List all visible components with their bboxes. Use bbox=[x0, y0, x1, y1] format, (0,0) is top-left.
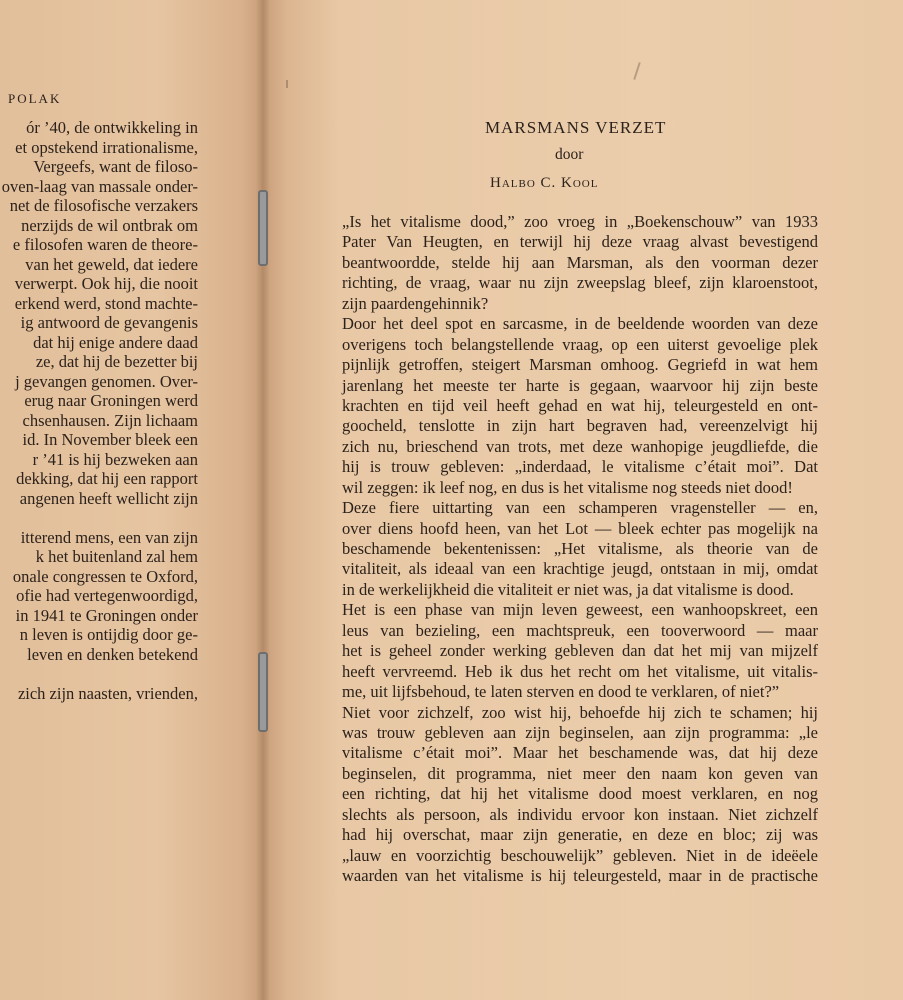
left-page bbox=[0, 0, 262, 1000]
article-text-line: leus van bezieling, een machtspreuk, een tooverwoord — maar bbox=[342, 620, 818, 640]
article-text-line: pijnlijk getroffen, steigert Marsman omhoog. Gegriefd in wat hem bbox=[342, 355, 818, 375]
article-text-line: slechts als persoon, als individu ervoor kon instaan. Niet zichzelf bbox=[342, 804, 818, 824]
article-text-line: Pater Van Heugten, en terwijl hij deze vraag alvast bevestigend bbox=[342, 232, 818, 252]
left-text-line: angenen heeft wellicht zijn bbox=[19, 488, 198, 508]
left-text-line: chsenhausen. Zijn lichaam bbox=[22, 410, 198, 430]
article-author: Halbo C. Kool bbox=[490, 175, 599, 191]
left-text-line: van het geweld, dat iedere bbox=[25, 254, 198, 274]
left-text-line: onale congressen te Oxford, bbox=[12, 566, 198, 586]
left-text-line: leven en denken betekend bbox=[27, 644, 198, 664]
left-text-line bbox=[0, 508, 198, 528]
article-text-line: was trouw gebleven aan zijn beginselen, aan zijn programma: „le bbox=[342, 722, 818, 742]
article-text-line: „Is het vitalisme dood,” zoo vroeg in „Boekenschouw” van 1933 bbox=[342, 212, 818, 231]
article-title: MARSMANS VERZET bbox=[485, 118, 667, 137]
article-text-line: over diens hoofd heen, van het Lot — bleek echter pas mogelijk na bbox=[342, 518, 818, 538]
article-text-line: beschamende bekentenissen: „Het vitalisme, als theorie van de bbox=[342, 539, 818, 558]
left-text-line: id. In November bleek een bbox=[22, 430, 198, 449]
article-text-line: heeft vervreemd. Heb ik dus het recht om het vitalisme, uit vitalis- bbox=[342, 661, 818, 681]
left-text-line: ig antwoord de gevangenis bbox=[20, 313, 198, 332]
article-text-line: Door het deel spot en sarcasme, in de beeldende woorden van deze bbox=[342, 314, 818, 334]
left-text-line: nerzijds de wil ontbrak om bbox=[21, 215, 198, 235]
article-text-line: zich nu, brieschend van trots, met deze wanhopige jeugdliefde, die bbox=[342, 436, 818, 456]
article-text-line: hij is trouw gebleven: „inderdaad, le vitalisme c’était moi”. Dat bbox=[342, 457, 818, 477]
left-text-line: n leven is ontijdig door ge- bbox=[19, 625, 198, 644]
article-text-line: een richting, dat hij het vitalisme dood moest verklaren, en nog bbox=[342, 784, 818, 804]
left-text-line: ofie had vertegenwoordigd, bbox=[16, 586, 198, 605]
article-text-line: beantwoordde, stelde hij aan Marsman, als den voorman dezer bbox=[342, 252, 818, 272]
article-text-line: „lauw en voorzichtig beschouwelijk” gebleven. Niet in de ideëele bbox=[342, 845, 818, 865]
left-text-line: dekking, dat hij een rapport bbox=[16, 469, 198, 488]
staple bbox=[258, 190, 268, 266]
left-text-line: Vergeefs, want de filoso- bbox=[33, 157, 198, 176]
left-text-line: j gevangen genomen. Over- bbox=[15, 371, 198, 391]
left-text-line bbox=[0, 664, 198, 684]
left-text-line: ór ’40, de ontwikkeling in bbox=[26, 118, 198, 137]
left-text-line: itterend mens, een van zijn bbox=[20, 527, 198, 547]
article-text-line: Het is een phase van mijn leven geweest, een wanhoopskreet, een bbox=[342, 600, 818, 620]
article-text-line: wil zeggen: ik leef nog, en dus is het vitalisme nog steeds niet dood! bbox=[342, 477, 793, 497]
left-text-line: ze, dat hij de bezetter bij bbox=[35, 352, 198, 371]
staple bbox=[258, 652, 268, 732]
article-text-line: richting, de vraag, waar nu zijn zweepslag bleef, zijn klaroenstoot, bbox=[342, 273, 818, 293]
left-text-line: erug naar Groningen werd bbox=[24, 391, 198, 410]
article-text-line: jarenlang het meeste ter harte is gegaan, waarvoor hij zijn beste bbox=[342, 375, 818, 395]
article-text-line: goocheld, tenslotte in zijn hart begraven had, vereenzelvigt hij bbox=[342, 416, 818, 436]
article-text-line: krachten en tijd veil heeft gehad en wat hij, teleurgesteld en ont- bbox=[342, 395, 818, 415]
gutter-shadow bbox=[256, 0, 270, 1000]
left-text-line: k het buitenland zal hem bbox=[35, 547, 198, 566]
article-text-line: in de werkelijkheid die vitaliteit er niet was, ja dat vitalisme is dood. bbox=[342, 579, 794, 599]
article-text-line: me, uit lijfsbehoud, te laten sterven en dood te verklaren, of niet?” bbox=[342, 682, 780, 702]
running-header: POLAK bbox=[8, 91, 62, 106]
article-text-line: vitalisme c’était moi”. Maar het beschamende was, dat hij deze bbox=[342, 743, 818, 763]
paper-mark bbox=[286, 80, 288, 88]
left-text-line: oven-laag van massale onder- bbox=[1, 176, 198, 196]
left-text-line: et opstekend irrationalisme, bbox=[15, 137, 198, 157]
left-text-line: erkend werd, stond machte- bbox=[14, 293, 198, 313]
left-text-line: in 1941 te Groningen onder bbox=[15, 605, 198, 625]
article-body bbox=[342, 212, 818, 886]
byline-prefix: door bbox=[555, 146, 584, 163]
article-text-line: het is geheel zonder werking gebleven dan dat het mij van mijzelf bbox=[342, 641, 818, 661]
article-text-line: vitaliteit, als ideaal van een krachtige jeugd, ontstaan in mij, omdat bbox=[342, 559, 818, 579]
article-text-line: waarden van het vitalisme is hij teleurgesteld, maar in de practische bbox=[342, 866, 818, 885]
article-text-line: Deze fiere uittarting van een schamperen vragensteller — en, bbox=[342, 498, 818, 518]
left-page-text bbox=[0, 118, 198, 703]
left-text-line: dat hij enige andere daad bbox=[33, 332, 198, 352]
article-text-line: overigens toch belangstellende vraag, op een uiterst gevoelige plek bbox=[342, 334, 818, 354]
left-text-line: e filosofen waren de theore- bbox=[12, 235, 198, 254]
left-text-line: zich zijn naasten, vrienden, bbox=[17, 683, 198, 703]
left-text-line: net de filosofische verzakers bbox=[9, 196, 198, 215]
left-text-line: r ’41 is hij bezweken aan bbox=[32, 449, 198, 469]
article-text-line: zijn paardengehinnik? bbox=[342, 293, 489, 313]
left-text-line: verwerpt. Ook hij, die nooit bbox=[14, 274, 198, 293]
article-text-line: Niet voor zichzelf, zoo wist hij, behoefde hij zich te schamen; hij bbox=[342, 702, 818, 722]
article-text-line: beginselen, dit programma, niet meer den naam kon geven van bbox=[342, 763, 818, 783]
article-text-line: had hij overschat, maar zijn generatie, en deze en bloc; zij was bbox=[342, 825, 818, 845]
